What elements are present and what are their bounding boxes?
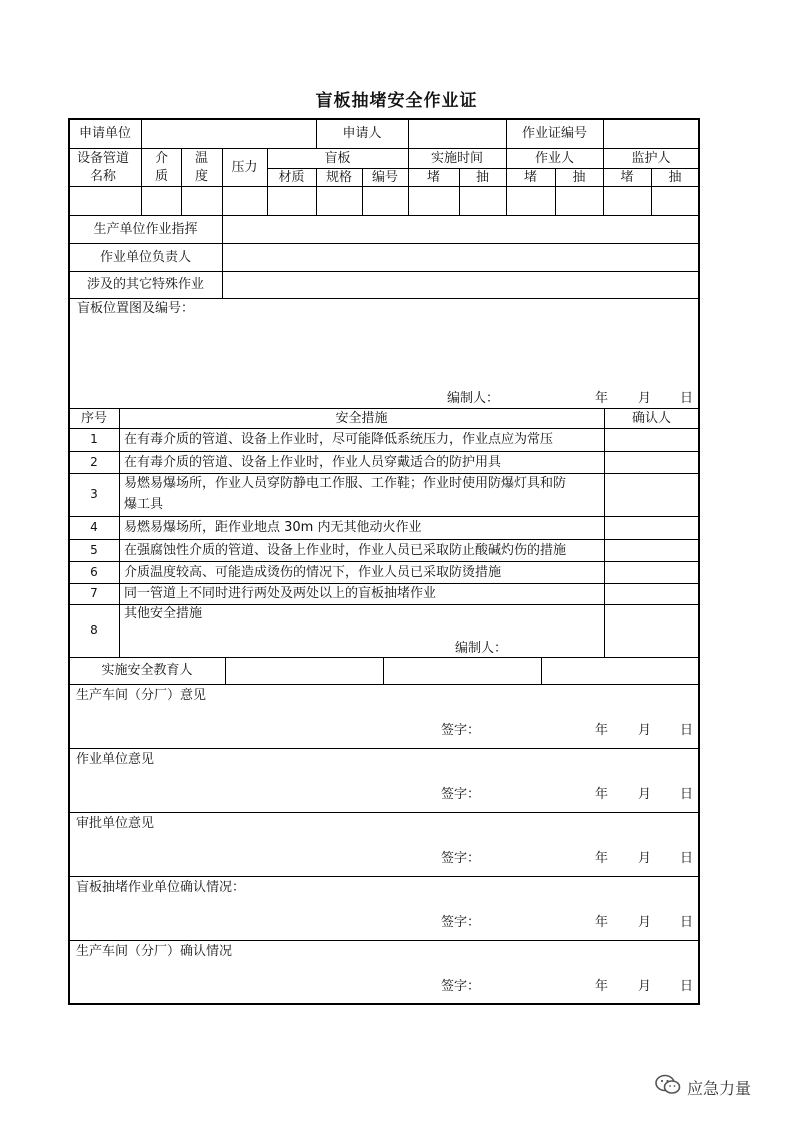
work-unit-day: 日	[680, 787, 694, 802]
workshop-day: 日	[680, 723, 694, 738]
workshop-confirm-year: 年	[595, 979, 609, 994]
workshop-confirm-day: 日	[680, 979, 694, 994]
watermark	[655, 1074, 751, 1100]
measure-2-no: 2	[90, 454, 98, 469]
blind-unit-year: 年	[595, 915, 609, 930]
measure-5-no: 5	[90, 542, 98, 557]
watermark-text: 应急力量	[687, 1078, 752, 1098]
temp-header-line1: 温	[195, 151, 209, 166]
approval-signature: 签字：	[441, 851, 481, 866]
diagram-year: 年	[595, 391, 609, 406]
approval-month: 月	[638, 851, 652, 866]
workshop-signature: 签字：	[441, 723, 481, 738]
other-special-work-field[interactable]	[223, 272, 698, 297]
measure-3-no: 3	[90, 487, 98, 501]
work-unit-signature: 签字：	[441, 787, 481, 802]
applicant-unit-label: 申请单位	[78, 126, 131, 141]
equipment-header-line2: 名称	[90, 169, 117, 184]
guardian-block-header: 堵	[620, 169, 634, 185]
work-unit-year: 年	[595, 787, 609, 802]
measure-8-compiler: 编制人：	[455, 641, 508, 656]
work-unit-leader-label: 作业单位负责人	[99, 249, 191, 265]
medium-header-line1: 介	[155, 151, 169, 166]
measure-6-text: 介质温度较高、可能造成烫伤的情况下，作业人员已采取防烫措施	[124, 564, 502, 580]
impl-time-header: 实施时间	[430, 150, 483, 166]
workshop-confirm-signature: 签字：	[441, 979, 481, 994]
measure-3-text-cont: 爆工具	[124, 497, 164, 512]
pressure-header: 压力	[231, 159, 258, 175]
workshop-month: 月	[638, 723, 652, 738]
diagram-month: 月	[638, 391, 652, 406]
equipment-data-row[interactable]	[70, 187, 698, 214]
measure-8-no: 8	[90, 623, 98, 637]
approval-opinion-label: 审批单位意见	[76, 816, 155, 831]
confirm-column[interactable]	[605, 429, 698, 656]
measure-2-text: 在有毒介质的管道、设备上作业时，作业人员穿戴适合的防护用具	[124, 454, 502, 470]
blind-header: 盲板	[324, 150, 351, 166]
blind-unit-day: 日	[680, 915, 694, 930]
workshop-opinion-label: 生产车间（分厂）意见	[76, 688, 207, 703]
diagram-compiler: 编制人：	[447, 391, 500, 406]
worker-block-header: 堵	[523, 169, 537, 185]
workshop-confirm-label: 生产车间（分厂）确认情况	[76, 944, 233, 959]
work-unit-month: 月	[638, 787, 652, 802]
measure-7-text: 同一管道上不同时进行两处及两处以上的盲板抽堵作业	[124, 586, 437, 601]
measure-7-no: 7	[90, 586, 98, 600]
impl-pull-header: 抽	[475, 169, 489, 185]
diagram-area[interactable]	[70, 318, 698, 388]
other-special-work-label: 涉及的其它特殊作业	[86, 277, 204, 292]
applicant-unit-field[interactable]	[142, 120, 315, 147]
temp-header-line2: 度	[195, 169, 209, 184]
applicant-field[interactable]	[409, 120, 505, 147]
workshop-confirm-month: 月	[638, 979, 652, 994]
approval-year: 年	[595, 851, 609, 866]
confirm-header: 确认人	[631, 410, 671, 426]
blind-unit-month: 月	[638, 915, 652, 930]
production-command-label: 生产单位作业指挥	[93, 221, 198, 237]
permit-no-field[interactable]	[604, 120, 698, 147]
approval-day: 日	[680, 851, 694, 866]
guardian-header: 监护人	[631, 150, 671, 166]
work-unit-leader-field[interactable]	[223, 244, 698, 270]
number-header: 编号	[371, 169, 398, 185]
education-label: 实施安全教育人	[101, 663, 193, 678]
measure-4-no: 4	[90, 520, 98, 534]
measure-header: 安全措施	[335, 410, 388, 426]
diagram-label: 盲板位置图及编号：	[77, 301, 195, 316]
measure-6-no: 6	[90, 564, 98, 579]
measure-1-text: 在有毒介质的管道、设备上作业时，尽可能降低系统压力，作业点应为常压	[124, 432, 554, 447]
measure-4-text: 易燃易爆场所，距作业地点 30m 内无其他动火作业	[124, 520, 422, 535]
blind-unit-signature: 签字：	[441, 915, 481, 930]
measure-3-text: 易燃易爆场所，作业人员穿防静电工作服、工作鞋；作业时使用防爆灯具和防	[124, 476, 567, 491]
wechat-icon	[655, 1074, 681, 1100]
page-title: 盲板抽堵安全作业证	[315, 91, 478, 111]
spec-header: 规格	[325, 169, 352, 185]
workshop-year: 年	[595, 723, 609, 738]
measure-1-no: 1	[90, 432, 98, 446]
equipment-header-line1: 设备管道	[77, 151, 130, 166]
worker-header: 作业人	[534, 150, 574, 166]
work-unit-opinion-label: 作业单位意见	[76, 752, 155, 767]
guardian-pull-header: 抽	[668, 169, 682, 185]
applicant-label: 申请人	[342, 126, 382, 141]
permit-no-label: 作业证编号	[521, 126, 587, 141]
measure-5-text: 在强腐蚀性介质的管道、设备上作业时，作业人员已采取防止酸碱灼伤的措施	[124, 542, 567, 558]
production-command-field[interactable]	[223, 216, 698, 242]
medium-header-line2: 质	[155, 169, 169, 184]
worker-pull-header: 抽	[572, 169, 586, 185]
diagram-day: 日	[680, 391, 694, 406]
material-header: 材质	[278, 169, 305, 185]
impl-block-header: 堵	[426, 169, 440, 185]
measure-8-text: 其他安全措施	[124, 606, 203, 621]
education-field[interactable]	[226, 658, 698, 683]
blind-unit-confirm-label: 盲板抽堵作业单位确认情况：	[76, 880, 246, 895]
measure-no-header: 序号	[80, 410, 107, 426]
